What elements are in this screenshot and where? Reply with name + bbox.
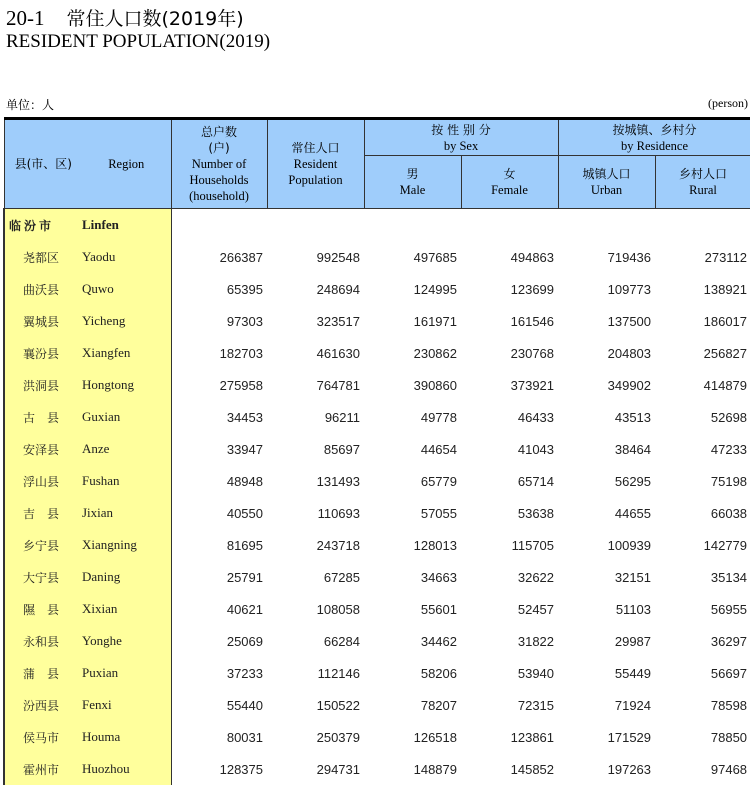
cell-male: 34663 (420, 569, 457, 585)
cell-female: 145852 (510, 761, 555, 777)
table-number: 20-1 (6, 6, 45, 30)
county-name-en: Fenxi (82, 689, 171, 721)
table-title-cn (6, 4, 244, 31)
county-name-en: Xiangning (82, 529, 171, 561)
cell-male: 161971 (413, 313, 457, 329)
cell-households: 40621 (226, 601, 263, 617)
cell-male: 34462 (420, 633, 457, 649)
cell-resident: 85697 (323, 441, 360, 457)
cell-resident: 67285 (323, 569, 360, 585)
county-name-en: Fushan (82, 465, 171, 497)
county-name-en: Anze (82, 433, 171, 465)
cell-households: 65395 (226, 281, 263, 297)
county-name-en: Xiangfen (82, 337, 171, 369)
county-name-en: Puxian (82, 657, 171, 689)
county-name-cn: 洪洞县 (4, 369, 82, 401)
county-name-en: Guxian (82, 401, 171, 433)
cell-female: 31822 (517, 633, 555, 649)
header-by-sex: 按 性 别 分 by Sex (364, 119, 558, 156)
header-rural: 乡村人口 Rural (655, 156, 750, 209)
cell-resident: 66284 (323, 633, 360, 649)
cell-rural: 78598 (710, 697, 748, 713)
table-row (4, 369, 750, 401)
cell-resident: 992548 (316, 249, 360, 265)
county-name-en: Yonghe (82, 625, 171, 657)
cell-households: 266387 (219, 249, 263, 265)
county-name-en: Quwo (82, 273, 171, 305)
table-row (4, 689, 750, 721)
cell-male: 49778 (420, 409, 457, 425)
county-name-en: Huozhou (82, 753, 171, 785)
cell-female: 32622 (517, 569, 555, 585)
cell-households: 34453 (226, 409, 263, 425)
table-row (4, 497, 750, 529)
cell-male: 124995 (413, 281, 457, 297)
cell-male: 58206 (420, 665, 457, 681)
cell-households: 275958 (219, 377, 263, 393)
cell-rural: 414879 (703, 377, 748, 393)
county-name-en: Daning (82, 561, 171, 593)
cell-rural: 78850 (710, 729, 748, 745)
cell-urban: 55449 (614, 665, 652, 681)
header-resident: 常住人口 Resident Population (267, 119, 364, 209)
unit-label: 单位：人 (6, 98, 55, 112)
cell-households: 80031 (226, 729, 263, 745)
header-by-residence: 按城镇、乡村分 by Residence (558, 119, 750, 156)
table-row (4, 241, 750, 273)
county-name-en: Jixian (82, 497, 171, 529)
cell-households: 25069 (226, 633, 263, 649)
county-name-cn: 曲沃县 (4, 273, 82, 305)
cell-rural: 56697 (710, 665, 748, 681)
table-row (4, 753, 750, 785)
cell-resident: 96211 (324, 409, 360, 425)
header-female: 女 Female (461, 156, 558, 209)
cell-female: 161546 (510, 313, 555, 329)
cell-resident: 108058 (316, 601, 360, 617)
cell-rural: 273112 (704, 249, 748, 265)
cell-households: 37233 (226, 665, 263, 681)
table-row (4, 337, 750, 369)
table-row (4, 401, 750, 433)
table-row (4, 657, 750, 689)
cell-male: 57055 (420, 505, 457, 521)
cell-urban: 43513 (614, 409, 652, 425)
cell-female: 72315 (517, 697, 555, 713)
county-name-en: Yaodu (82, 241, 171, 273)
cell-resident: 110693 (317, 505, 360, 521)
cell-resident: 243718 (316, 537, 360, 553)
cell-male: 55601 (420, 601, 457, 617)
cell-male: 44654 (420, 441, 457, 457)
cell-urban: 719436 (607, 249, 652, 265)
title-cn: 常住人口数(2019年) (66, 8, 244, 30)
cell-urban: 349902 (607, 377, 652, 393)
cell-female: 53940 (517, 665, 555, 681)
county-name-cn: 侯马市 (4, 721, 82, 753)
cell-female: 373921 (510, 377, 555, 393)
county-name-en: Hongtong (82, 369, 171, 401)
header-region-cn: 县(市、区) (4, 119, 82, 209)
cell-rural: 142779 (703, 537, 748, 553)
county-name-en: Xixian (82, 593, 171, 625)
county-name-cn: 浮山县 (4, 465, 82, 497)
cell-urban: 51103 (615, 601, 652, 617)
cell-urban: 56295 (614, 473, 652, 489)
cell-urban: 171529 (607, 729, 652, 745)
table-row (4, 273, 750, 305)
cell-resident: 112146 (317, 665, 360, 681)
city-name-cn: 临汾市 (4, 209, 82, 242)
cell-resident: 323517 (316, 313, 360, 329)
city-row (4, 209, 750, 242)
cell-rural: 36297 (710, 633, 748, 649)
cell-rural: 56955 (710, 601, 748, 617)
county-name-cn: 乡宁县 (4, 529, 82, 561)
cell-female: 115705 (511, 537, 555, 553)
city-name-en: Linfen (82, 209, 171, 242)
population-table (3, 117, 750, 785)
table-row (4, 465, 750, 497)
county-name-cn: 尧都区 (4, 241, 82, 273)
cell-urban: 204803 (607, 345, 652, 361)
county-name-cn: 安泽县 (4, 433, 82, 465)
table-row (4, 433, 750, 465)
cell-households: 55440 (226, 697, 263, 713)
table-row (4, 305, 750, 337)
cell-urban: 32151 (614, 569, 652, 585)
cell-male: 65779 (420, 473, 457, 489)
cell-rural: 52698 (710, 409, 748, 425)
header-male: 男 Male (364, 156, 461, 209)
county-name-cn: 蒲 县 (4, 657, 82, 689)
county-name-cn: 翼城县 (4, 305, 82, 337)
cell-rural: 256827 (703, 345, 748, 361)
county-name-en: Yicheng (82, 305, 171, 337)
cell-resident: 250379 (316, 729, 360, 745)
cell-urban: 44655 (614, 505, 652, 521)
county-name-cn: 隰 县 (4, 593, 82, 625)
header-region-en: Region (82, 119, 171, 209)
table-row (4, 721, 750, 753)
cell-households: 25791 (226, 569, 263, 585)
cell-female: 123699 (510, 281, 555, 297)
county-name-cn: 大宁县 (4, 561, 82, 593)
table-title-en: RESIDENT POPULATION(2019) (6, 31, 271, 52)
unit-label-en: (person) (708, 96, 748, 110)
cell-rural: 35134 (710, 569, 748, 585)
cell-urban: 109773 (607, 281, 652, 297)
county-name-cn: 汾西县 (4, 689, 82, 721)
cell-resident: 294731 (316, 761, 360, 777)
cell-male: 230862 (413, 345, 457, 361)
cell-urban: 100939 (607, 537, 652, 553)
cell-resident: 248694 (316, 281, 360, 297)
cell-households: 97303 (226, 313, 263, 329)
county-name-cn: 永和县 (4, 625, 82, 657)
table-row (4, 561, 750, 593)
cell-households: 81695 (226, 537, 263, 553)
cell-households: 40550 (226, 505, 263, 521)
cell-rural: 47233 (710, 441, 748, 457)
cell-male: 390860 (413, 377, 457, 393)
county-name-en: Houma (82, 721, 171, 753)
header-households: 总户数 (户) Number of Households (household) (171, 119, 267, 209)
cell-households: 128375 (219, 761, 263, 777)
cell-urban: 71924 (614, 697, 652, 713)
header-urban: 城镇人口 Urban (558, 156, 655, 209)
cell-male: 78207 (420, 697, 457, 713)
county-name-cn: 襄汾县 (4, 337, 82, 369)
cell-urban: 38464 (614, 441, 652, 457)
cell-female: 123861 (510, 729, 555, 745)
county-name-cn: 古 县 (4, 401, 82, 433)
cell-female: 494863 (510, 249, 555, 265)
cell-male: 148879 (413, 761, 457, 777)
cell-urban: 29987 (614, 633, 652, 649)
cell-female: 52457 (517, 601, 555, 617)
cell-households: 48948 (226, 473, 263, 489)
cell-female: 65714 (517, 473, 555, 489)
cell-rural: 138921 (703, 281, 748, 297)
cell-female: 46433 (517, 409, 555, 425)
cell-rural: 97468 (710, 761, 748, 777)
cell-female: 230768 (510, 345, 555, 361)
cell-households: 33947 (226, 441, 263, 457)
cell-resident: 764781 (316, 377, 360, 393)
cell-male: 497685 (413, 249, 457, 265)
table-row (4, 529, 750, 561)
cell-households: 182703 (219, 345, 263, 361)
table-row (4, 625, 750, 657)
cell-male: 128013 (413, 537, 457, 553)
cell-female: 41043 (517, 441, 555, 457)
cell-urban: 197263 (607, 761, 652, 777)
table-row (4, 593, 750, 625)
cell-resident: 461630 (316, 345, 360, 361)
cell-rural: 75198 (710, 473, 748, 489)
county-name-cn: 霍州市 (4, 753, 82, 785)
cell-rural: 66038 (710, 505, 748, 521)
cell-rural: 186017 (703, 313, 748, 329)
cell-urban: 137500 (607, 313, 652, 329)
cell-male: 126518 (413, 729, 457, 745)
cell-resident: 131493 (316, 473, 360, 489)
cell-resident: 150522 (316, 697, 360, 713)
county-name-cn: 吉 县 (4, 497, 82, 529)
cell-female: 53638 (517, 505, 555, 521)
